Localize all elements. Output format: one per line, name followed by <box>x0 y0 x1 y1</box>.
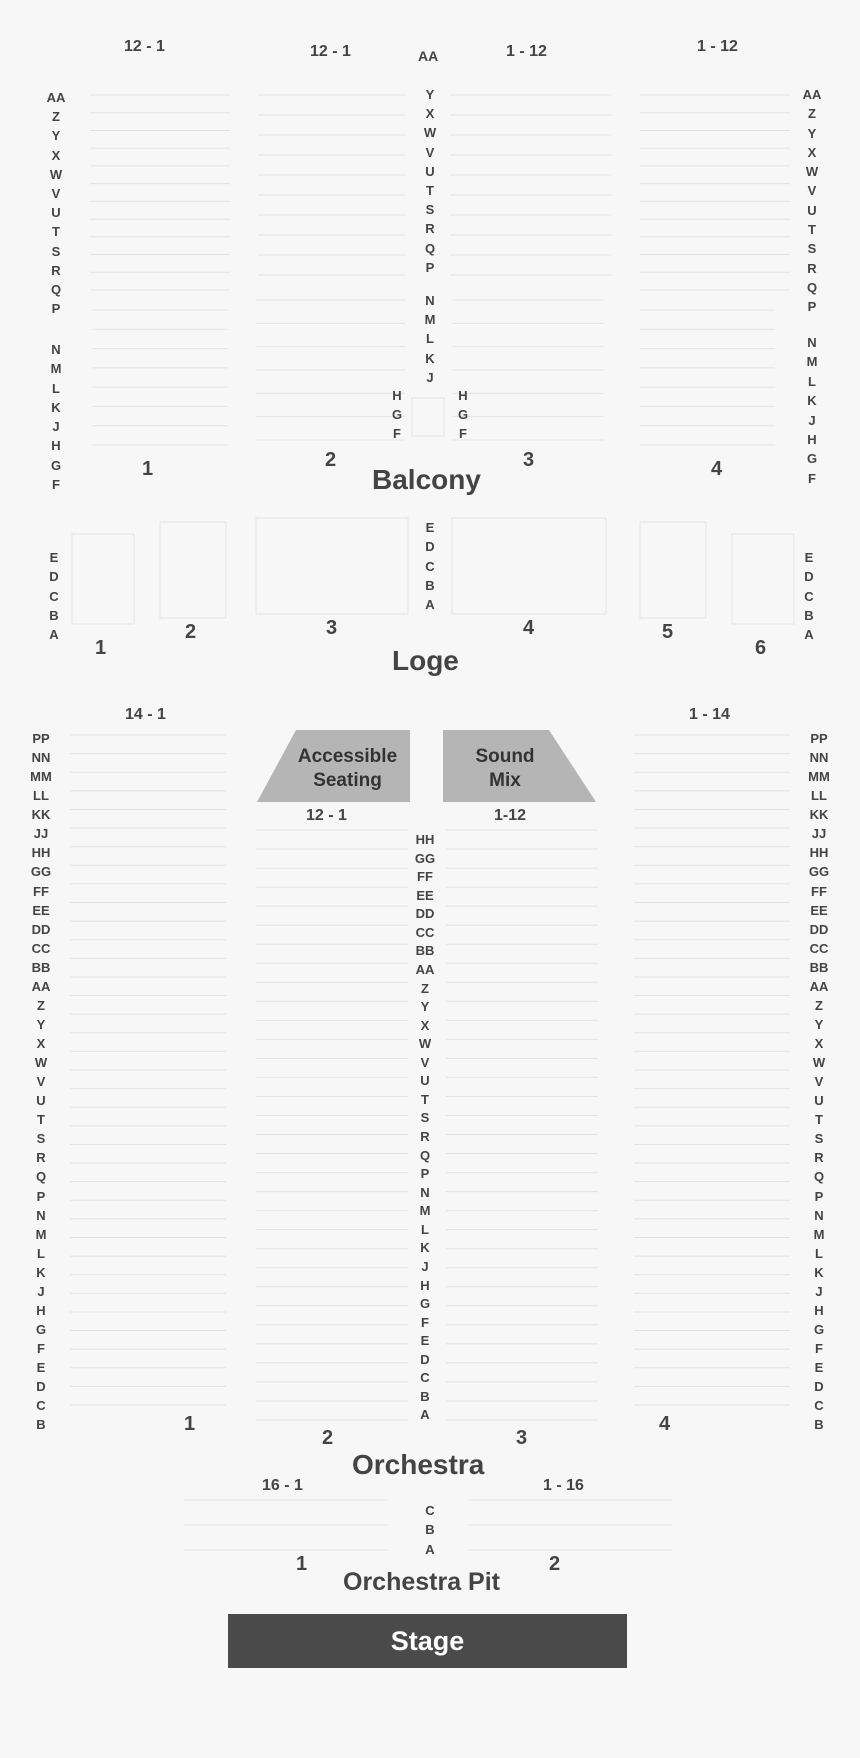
row-label: B <box>49 607 59 623</box>
row-label: AA <box>46 90 66 105</box>
row-label: MM <box>808 769 830 785</box>
row-label: LL <box>811 788 827 804</box>
row-label: X <box>420 1017 430 1033</box>
row-label: E <box>49 550 59 565</box>
row-label: PP <box>32 731 50 746</box>
row-label: GG <box>30 864 52 880</box>
balcony-section-4[interactable]: 4 <box>711 458 723 480</box>
row-label: T <box>815 1112 823 1128</box>
row-label: W <box>34 1055 48 1071</box>
row-label: D <box>420 1351 430 1367</box>
row-label: D <box>36 1379 46 1395</box>
row-label: R <box>420 1129 430 1144</box>
row-label: R <box>807 260 817 276</box>
row-label: Q <box>813 1169 825 1185</box>
row-label: C <box>425 558 435 574</box>
row-label: Q <box>424 240 436 256</box>
loge-box-6 <box>732 534 794 624</box>
balcony-box-right-rows <box>451 386 475 444</box>
row-label: W <box>423 125 437 141</box>
orchestra-section-4[interactable]: 4 <box>659 1413 671 1435</box>
row-label: B <box>804 607 814 623</box>
row-label: N <box>425 293 435 308</box>
row-label: F <box>808 470 816 486</box>
balcony-top-row: AA <box>418 48 439 64</box>
row-label: P <box>420 1166 430 1182</box>
row-label: T <box>421 1091 429 1107</box>
orchestra-section-1[interactable]: 1 <box>184 1413 196 1435</box>
row-label: G <box>813 1321 825 1337</box>
row-label: Y <box>51 128 61 144</box>
loge-section-4[interactable]: 4 <box>523 617 535 639</box>
orchestra-range-center-right: 1-12 <box>494 807 527 824</box>
row-label: B <box>814 1417 824 1433</box>
row-label: CC <box>415 924 435 940</box>
row-label: AA <box>802 87 822 102</box>
row-label: BB <box>31 959 51 975</box>
row-label: K <box>814 1264 824 1280</box>
row-label: F <box>37 1341 45 1356</box>
row-label: HH <box>415 832 435 847</box>
row-label: L <box>808 373 816 389</box>
stage <box>228 1614 627 1668</box>
row-label: L <box>52 380 60 396</box>
loge-box-1 <box>72 534 134 624</box>
balcony-box-left-rows <box>385 386 409 444</box>
balcony-section-1[interactable]: 1 <box>142 458 154 480</box>
row-label: N <box>814 1207 824 1223</box>
row-label: BB <box>415 943 435 959</box>
row-label: A <box>420 1407 430 1423</box>
row-label: PP <box>810 731 828 746</box>
loge-section-1[interactable]: 1 <box>95 637 107 659</box>
row-label: S <box>36 1131 46 1147</box>
row-label: J <box>421 1258 429 1274</box>
row-label: FF <box>417 869 433 885</box>
row-label: W <box>418 1036 432 1052</box>
row-label: B <box>425 577 435 593</box>
row-label: C <box>36 1398 46 1414</box>
row-label: M <box>806 354 818 370</box>
row-label: K <box>420 1240 430 1256</box>
accessible-label-line1: Accessible <box>297 746 398 767</box>
balcony-left-rows-upper <box>44 88 68 318</box>
row-label: Q <box>50 282 62 298</box>
row-label: L <box>421 1221 429 1237</box>
row-label: E <box>36 1360 46 1376</box>
orchestra-center-rows <box>410 831 440 1425</box>
loge-box-5 <box>640 522 706 618</box>
loge-box-3 <box>256 518 408 614</box>
row-label: AA <box>415 961 435 977</box>
row-label: AA <box>809 978 829 994</box>
row-label: F <box>52 477 60 493</box>
row-label: M <box>424 312 436 328</box>
row-label: J <box>52 419 60 435</box>
row-label: AA <box>31 978 51 994</box>
row-label: G <box>391 407 403 423</box>
row-label: L <box>37 1245 45 1261</box>
row-label: S <box>51 243 61 259</box>
accessible-label-line2: Seating <box>313 770 382 791</box>
row-label: Z <box>52 109 60 125</box>
pit-range-right: 1 - 16 <box>543 1477 584 1494</box>
row-label: E <box>804 550 814 565</box>
row-label: K <box>807 393 817 409</box>
row-label: V <box>814 1074 824 1090</box>
row-label: H <box>51 438 61 454</box>
row-label: FF <box>33 883 49 899</box>
center-box-seats <box>412 398 444 436</box>
pit-range-left: 16 - 1 <box>262 1477 303 1494</box>
row-label: Z <box>37 997 45 1013</box>
loge-title: Loge <box>392 645 459 676</box>
row-label: BB <box>809 959 829 975</box>
orchestra-left-rows <box>26 729 56 1434</box>
row-label: JJ <box>811 826 827 842</box>
pit-section-1[interactable]: 1 <box>296 1553 308 1575</box>
orchestra-title: Orchestra <box>352 1449 485 1480</box>
row-label: P <box>807 299 817 315</box>
row-label: M <box>50 361 62 377</box>
row-label: T <box>52 224 60 240</box>
row-label: F <box>393 426 401 442</box>
row-label: R <box>425 221 435 237</box>
row-label: D <box>425 539 435 555</box>
row-label: L <box>815 1245 823 1261</box>
row-label: U <box>425 163 435 179</box>
loge-box-4 <box>452 518 606 614</box>
row-label: W <box>812 1055 826 1071</box>
row-label: V <box>807 183 817 199</box>
row-label: C <box>814 1398 824 1414</box>
row-label: B <box>420 1388 430 1404</box>
balcony-right-rows-upper <box>800 85 824 317</box>
row-label: J <box>37 1283 45 1299</box>
row-label: N <box>807 335 817 350</box>
row-label: Q <box>419 1147 431 1163</box>
row-label: S <box>807 241 817 257</box>
row-label: Z <box>815 997 823 1013</box>
row-label: E <box>420 1333 430 1349</box>
row-label: V <box>425 144 435 160</box>
balcony-center-rows-upper <box>418 85 442 277</box>
balcony-section-3[interactable]: 3 <box>523 449 535 471</box>
row-label: S <box>420 1110 430 1126</box>
row-label: C <box>49 588 59 604</box>
row-label: GG <box>414 850 436 866</box>
row-label: G <box>419 1296 431 1312</box>
row-label: X <box>51 147 61 163</box>
row-label: G <box>806 451 818 467</box>
loge-section-3[interactable]: 3 <box>326 617 338 639</box>
row-label: NN <box>31 750 51 766</box>
row-label: CC <box>31 940 51 956</box>
sound-mix-label <box>446 745 564 793</box>
row-label: P <box>36 1188 46 1204</box>
row-label: Y <box>420 999 430 1015</box>
loge-right-rows <box>797 548 821 644</box>
row-label: U <box>807 202 817 218</box>
row-label: U <box>51 205 61 221</box>
loge-section-2[interactable]: 2 <box>185 621 197 643</box>
row-label: V <box>51 186 61 202</box>
row-label: B <box>425 1522 435 1538</box>
row-label: L <box>426 331 434 347</box>
row-label: J <box>426 369 434 385</box>
pit-section-2[interactable]: 2 <box>549 1553 561 1575</box>
row-label: DD <box>809 921 829 937</box>
row-label: G <box>50 457 62 473</box>
row-label: D <box>804 569 814 585</box>
row-label: J <box>815 1283 823 1299</box>
loge-section-5[interactable]: 5 <box>662 621 674 643</box>
row-label: U <box>814 1093 824 1109</box>
row-label: A <box>804 627 814 643</box>
row-label: F <box>459 426 467 442</box>
row-label: D <box>49 569 59 585</box>
sound-label-line1: Sound <box>475 746 535 767</box>
row-label: DD <box>31 921 51 937</box>
balcony-center-rows-lower <box>418 291 442 387</box>
row-label: Y <box>425 87 435 102</box>
row-label: H <box>36 1302 46 1318</box>
row-label: Y <box>36 1016 46 1032</box>
row-label: N <box>51 342 61 357</box>
row-label: T <box>808 222 816 238</box>
row-label: Y <box>807 125 817 141</box>
row-label: MM <box>30 769 52 785</box>
row-label: M <box>35 1226 47 1242</box>
row-label: K <box>51 399 61 415</box>
row-label: C <box>420 1370 430 1386</box>
row-label: P <box>51 301 61 317</box>
row-label: Z <box>808 106 816 122</box>
row-label: G <box>35 1321 47 1337</box>
row-label: CC <box>809 940 829 956</box>
balcony-range-right: 1 - 12 <box>697 38 738 55</box>
row-label: H <box>814 1302 824 1318</box>
row-label: HH <box>809 845 829 861</box>
row-label: Z <box>421 980 429 996</box>
row-label: Q <box>35 1169 47 1185</box>
row-label: R <box>814 1150 824 1166</box>
row-label: F <box>815 1341 823 1356</box>
row-label: KK <box>31 807 51 823</box>
row-label: Y <box>814 1016 824 1032</box>
row-label: U <box>36 1093 46 1109</box>
row-label: T <box>37 1112 45 1128</box>
row-label: M <box>813 1226 825 1242</box>
row-label: F <box>421 1314 429 1330</box>
row-label: W <box>49 166 63 182</box>
row-label: FF <box>811 883 827 899</box>
loge-center-rows <box>418 518 442 614</box>
balcony-right-rows-lower <box>800 333 824 488</box>
row-label: HH <box>31 845 51 861</box>
stage-label: Stage <box>390 1625 465 1656</box>
balcony-range-left: 12 - 1 <box>124 38 165 55</box>
row-label: EE <box>32 902 50 918</box>
row-label: EE <box>810 902 828 918</box>
row-label: H <box>458 388 468 403</box>
loge-left-rows <box>42 548 66 644</box>
row-label: A <box>425 1541 435 1557</box>
orchestra-right-rows <box>804 729 834 1434</box>
row-label: W <box>805 164 819 180</box>
pit-rows <box>418 1501 442 1559</box>
row-label: V <box>36 1074 46 1090</box>
row-label: EE <box>416 887 434 903</box>
loge-section-6[interactable]: 6 <box>755 637 767 659</box>
row-label: B <box>36 1417 46 1433</box>
orchestra-section-3[interactable]: 3 <box>516 1427 528 1449</box>
orchestra-range-right: 1 - 14 <box>689 706 730 723</box>
row-label: D <box>814 1379 824 1395</box>
row-label: K <box>425 350 435 366</box>
balcony-range-center-right: 1 - 12 <box>506 43 547 60</box>
row-label: N <box>420 1184 430 1200</box>
row-label: A <box>49 627 59 643</box>
row-label: T <box>426 183 434 199</box>
row-label: C <box>425 1503 435 1518</box>
row-label: NN <box>809 750 829 766</box>
row-label: Q <box>806 279 818 295</box>
row-label: R <box>36 1150 46 1166</box>
row-label: N <box>36 1207 46 1223</box>
row-label: R <box>51 262 61 278</box>
balcony-title: Balcony <box>372 464 481 495</box>
row-label: KK <box>809 807 829 823</box>
row-label: E <box>814 1360 824 1376</box>
row-label: C <box>804 588 814 604</box>
row-label: X <box>807 144 817 160</box>
row-label: S <box>814 1131 824 1147</box>
row-label: K <box>36 1264 46 1280</box>
row-label: LL <box>33 788 49 804</box>
row-label: X <box>425 106 435 122</box>
row-label: H <box>420 1277 430 1293</box>
row-label: U <box>420 1073 430 1089</box>
orchestra-range-center-left: 12 - 1 <box>306 807 347 824</box>
pit-title: Orchestra Pit <box>343 1568 501 1596</box>
row-label: V <box>420 1054 430 1070</box>
row-label: E <box>425 520 435 535</box>
balcony-section-2[interactable]: 2 <box>325 449 337 471</box>
row-label: GG <box>808 864 830 880</box>
row-label: P <box>814 1188 824 1204</box>
balcony-range-center-left: 12 - 1 <box>310 43 351 60</box>
accessible-seating-label <box>270 745 425 793</box>
row-label: P <box>425 259 435 275</box>
sound-label-line2: Mix <box>489 770 521 791</box>
row-label: H <box>392 388 402 403</box>
row-label: J <box>808 412 816 428</box>
row-label: M <box>419 1203 431 1219</box>
row-label: A <box>425 597 435 613</box>
row-label: S <box>425 202 435 218</box>
row-label: JJ <box>33 826 49 842</box>
balcony-left-rows-lower <box>44 340 68 494</box>
row-label: X <box>814 1036 824 1051</box>
row-label: G <box>457 407 469 423</box>
row-label: DD <box>415 906 435 922</box>
row-label: X <box>36 1036 46 1051</box>
orchestra-range-left: 14 - 1 <box>125 706 166 723</box>
loge-box-2 <box>160 522 226 618</box>
row-label: H <box>807 432 817 448</box>
orchestra-section-2[interactable]: 2 <box>322 1427 334 1449</box>
